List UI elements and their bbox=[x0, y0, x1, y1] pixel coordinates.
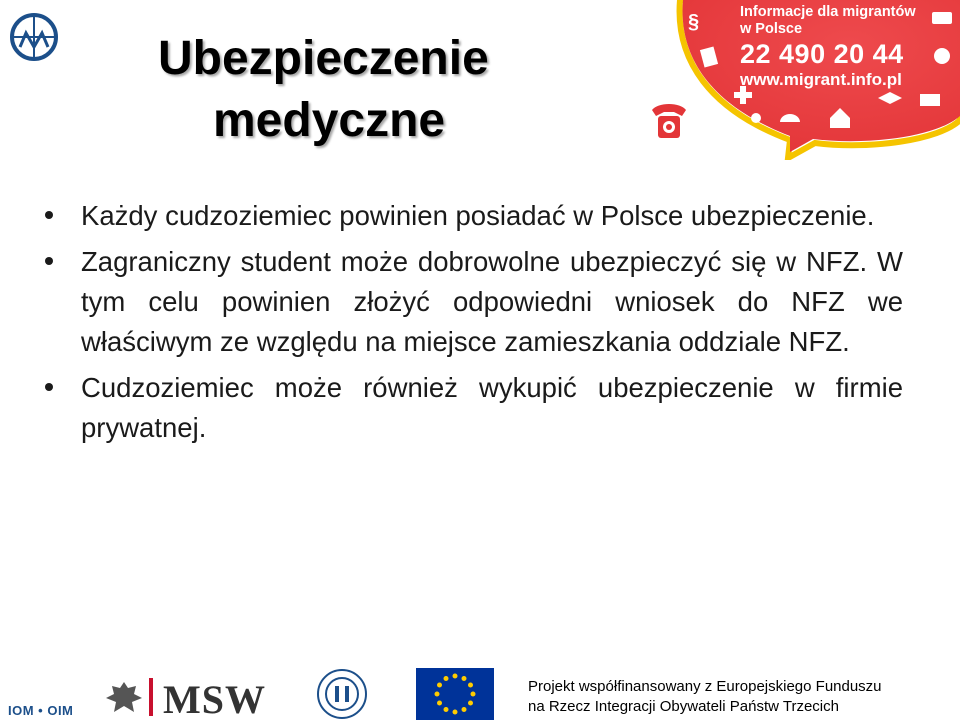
polish-eagle-icon bbox=[106, 680, 142, 720]
slide-title-line2: medyczne bbox=[213, 94, 446, 147]
iom-label: IOM • OIM bbox=[8, 703, 74, 718]
paragraph-icon: § bbox=[688, 11, 700, 33]
bullet-item bbox=[45, 368, 903, 448]
bullet-dot bbox=[45, 383, 53, 391]
bullet-item bbox=[45, 196, 903, 236]
banner-url[interactable]: www.migrant.info.pl bbox=[740, 70, 902, 89]
slide-title-line1: Ubezpieczenie bbox=[158, 32, 489, 85]
project-line1: Projekt współfinansowany z Europejskiego Funduszu bbox=[528, 678, 882, 695]
banner-phone[interactable]: 22 490 20 44 bbox=[740, 39, 904, 69]
bullet-text: Zagraniczny student może dobrowolne ubezpieczyć się w NFZ. W tym celu powinien złożyć odpowiedni wniosek do NFZ we właściwym ze względu na miejsce zamieszkania oddziale NFZ. bbox=[81, 246, 903, 357]
bullet-item bbox=[45, 242, 903, 362]
msw-logo: MSW bbox=[163, 677, 266, 722]
project-line2: na Rzecz Integracji Obywateli Państw Trzecich bbox=[528, 698, 839, 715]
bullet-list bbox=[45, 196, 903, 448]
banner-line2: w Polsce bbox=[740, 21, 803, 37]
bullet-dot bbox=[45, 211, 53, 219]
iom-logo bbox=[4, 6, 64, 68]
banner-line1: Informacje dla migrantów bbox=[740, 4, 916, 20]
bullet-text: Cudzoziemiec może również wykupić ubezpieczenie w firmie prywatnej. bbox=[81, 372, 903, 443]
project-funding-note bbox=[528, 677, 958, 717]
labour-inspection-seal-icon bbox=[316, 668, 368, 720]
bullet-dot bbox=[45, 257, 53, 265]
eu-flag-icon bbox=[416, 668, 494, 720]
dot-icon bbox=[751, 113, 761, 123]
banner-text bbox=[740, 4, 950, 90]
briefcase-icon bbox=[920, 94, 940, 106]
msw-divider bbox=[149, 678, 153, 716]
telephone-icon bbox=[652, 104, 686, 138]
slide-title bbox=[158, 28, 578, 152]
bullet-text: Każdy cudzoziemiec powinien posiadać w Polsce ubezpieczenie. bbox=[81, 200, 875, 231]
